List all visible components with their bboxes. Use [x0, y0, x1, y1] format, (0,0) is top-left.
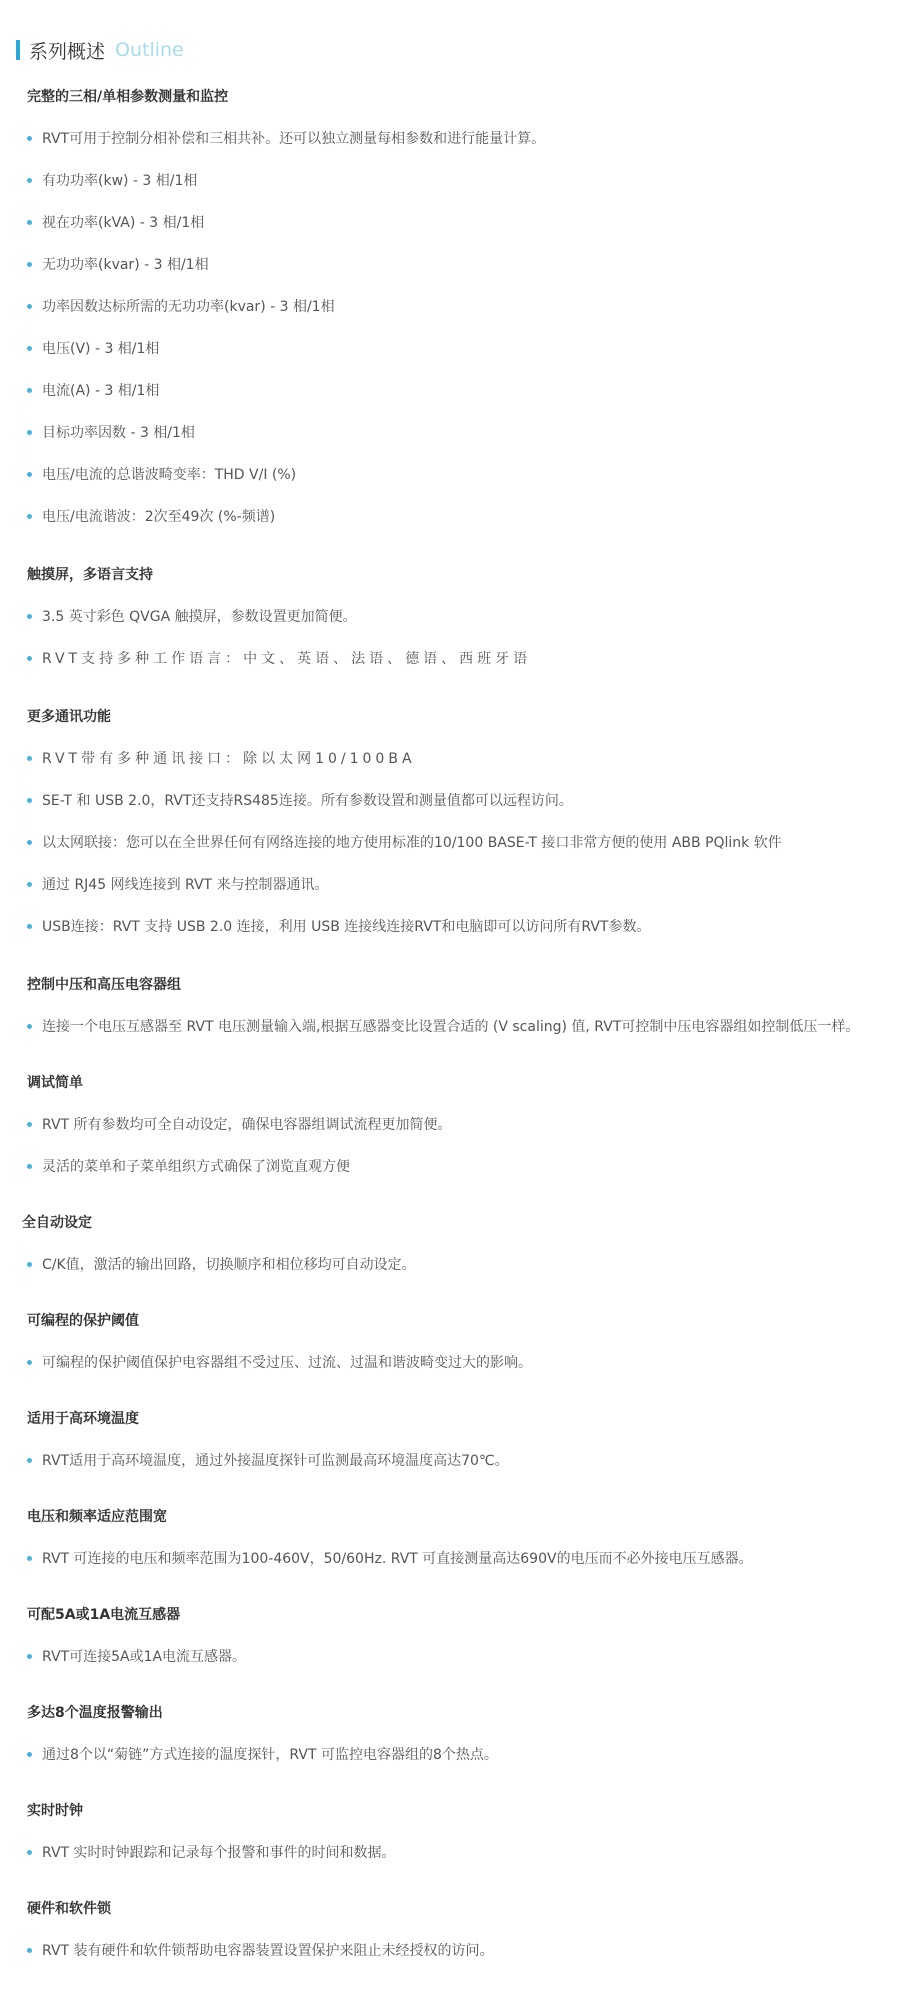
- list-item: [27, 790, 887, 810]
- list-item: [27, 916, 887, 936]
- list-item: [27, 506, 887, 526]
- list-item: [27, 1254, 887, 1274]
- page-subtitle: Outline: [115, 39, 184, 61]
- section-title: 更多通讯功能: [27, 709, 111, 725]
- list-item-text: 灵活的菜单和子菜单组织方式确保了浏览直观方便: [42, 1159, 350, 1175]
- section-title: 调试简单: [27, 1075, 83, 1091]
- bullet-icon: [27, 262, 32, 267]
- list-item: [27, 1744, 887, 1764]
- section-title: 完整的三相/单相参数测量和监控: [27, 89, 229, 105]
- bullet-icon: [27, 1556, 32, 1561]
- bullet-icon: [27, 656, 32, 661]
- list-item-text: USB连接：RVT 支持 USB 2.0 连接，利用 USB 连接线连接RVT和电脑即可以访问所有RVT参数。: [42, 919, 651, 935]
- list-item: [27, 606, 887, 626]
- list-item-text: RVT可连接5A或1A电流互感器。: [42, 1649, 247, 1665]
- bullet-icon: [27, 1360, 32, 1365]
- bullet-icon: [27, 882, 32, 887]
- list-item: [27, 422, 887, 442]
- bullet-icon: [27, 388, 32, 393]
- list-item: [27, 648, 887, 668]
- list-item: [27, 832, 887, 852]
- list-item-text: RVT可用于控制分相补偿和三相共补。还可以独立测量每相参数和进行能量计算。: [42, 131, 546, 147]
- list-item: [27, 1450, 887, 1470]
- list-item: [27, 128, 887, 148]
- list-item: [27, 1016, 887, 1036]
- page-title: 系列概述: [29, 40, 106, 63]
- list-item: [27, 296, 887, 316]
- section-title: 多达8个温度报警输出: [27, 1705, 163, 1721]
- list-item: [27, 464, 887, 484]
- bullet-icon: [27, 756, 32, 761]
- bullet-icon: [27, 840, 32, 845]
- list-item: [27, 1352, 887, 1372]
- bullet-icon: [27, 472, 32, 477]
- bullet-icon: [27, 136, 32, 141]
- list-item-text: RVT适用于高环境温度，通过外接温度探针可监测最高环境温度高达70℃。: [42, 1453, 509, 1469]
- list-item-text: 有功功率(kw) - 3 相/1相: [42, 173, 198, 189]
- list-item: [27, 212, 887, 232]
- list-item: [27, 874, 887, 894]
- list-item: [27, 338, 887, 358]
- section-title: 电压和频率适应范围宽: [27, 1509, 167, 1525]
- list-item: [27, 1548, 887, 1568]
- bullet-icon: [27, 1654, 32, 1659]
- section-title: 触摸屏，多语言支持: [27, 567, 153, 583]
- list-item-text: 电压/电流的总谐波畸变率：THD V/I (%): [42, 467, 297, 483]
- list-item: [27, 1940, 887, 1960]
- list-item-text: 电压/电流谐波：2次至49次 (%-频谱): [42, 509, 276, 525]
- list-item-text: RVT 可连接的电压和频率范围为100-460V，50/60Hz. RVT 可直接测量高达690V的电压而不必外接电压互感器。: [42, 1551, 753, 1567]
- bullet-icon: [27, 798, 32, 803]
- list-item-text: 目标功率因数 - 3 相/1相: [42, 425, 195, 441]
- list-item: [27, 1646, 887, 1666]
- bullet-icon: [27, 346, 32, 351]
- section-title: 可编程的保护阈值: [27, 1313, 139, 1329]
- list-item: [27, 170, 887, 190]
- list-item-text: 连接一个电压互感器至 RVT 电压测量输入端,根据互感器变比设置合适的 (V scaling) 值, RVT可控制中压电容器组如控制低压一样。: [42, 1019, 860, 1035]
- list-item-text: RVT支持多种工作语言：中文、英语、法语、德语、西班牙语: [42, 651, 532, 667]
- list-item-text: 视在功率(kVA) - 3 相/1相: [42, 215, 205, 231]
- list-item-text: RVT带有多种通讯接口：除以太网10/100BA: [42, 751, 416, 767]
- bullet-icon: [27, 1850, 32, 1855]
- bullet-icon: [27, 1948, 32, 1953]
- list-item-text: 通过 RJ45 网线连接到 RVT 来与控制器通讯。: [42, 877, 329, 893]
- list-item-text: 可编程的保护阈值保护电容器组不受过压、过流、过温和谐波畸变过大的影响。: [42, 1355, 532, 1371]
- bullet-icon: [27, 1262, 32, 1267]
- list-item-text: RVT 所有参数均可全自动设定，确保电容器组调试流程更加简便。: [42, 1117, 452, 1133]
- section-title: 可配5A或1A电流互感器: [27, 1607, 181, 1623]
- bullet-icon: [27, 430, 32, 435]
- list-item-text: 以太网联接：您可以在全世界任何有网络连接的地方使用标准的10/100 BASE-T 接口非常方便的使用 ABB PQlink 软件: [42, 835, 782, 851]
- bullet-icon: [27, 1122, 32, 1127]
- list-item-text: 电压(V) - 3 相/1相: [42, 341, 160, 357]
- bullet-icon: [27, 924, 32, 929]
- list-item-text: RVT 实时时钟跟踪和记录每个报警和事件的时间和数据。: [42, 1845, 396, 1861]
- list-item-text: C/K值，激活的输出回路，切换顺序和相位移均可自动设定。: [42, 1257, 416, 1273]
- bullet-icon: [27, 304, 32, 309]
- bullet-icon: [27, 1164, 32, 1169]
- list-item-text: 电流(A) - 3 相/1相: [42, 383, 160, 399]
- section-title: 实时时钟: [27, 1803, 83, 1819]
- bullet-icon: [27, 514, 32, 519]
- list-item-text: SE-T 和 USB 2.0，RVT还支持RS485连接。所有参数设置和测量值都可以远程访问。: [42, 793, 573, 809]
- list-item-text: 3.5 英寸彩色 QVGA 触摸屏，参数设置更加简便。: [42, 609, 357, 625]
- bullet-icon: [27, 1458, 32, 1463]
- list-item: [27, 380, 887, 400]
- list-item-text: 通过8个以“菊链”方式连接的温度探针，RVT 可监控电容器组的8个热点。: [42, 1747, 498, 1763]
- section-header: [16, 38, 184, 62]
- list-item-text: 功率因数达标所需的无功功率(kvar) - 3 相/1相: [42, 299, 335, 315]
- list-item: [27, 1156, 887, 1176]
- list-item-text: 无功功率(kvar) - 3 相/1相: [42, 257, 209, 273]
- list-item: [27, 1114, 887, 1134]
- bullet-icon: [27, 1752, 32, 1757]
- section-title: 全自动设定: [22, 1215, 92, 1231]
- list-item: [27, 1842, 887, 1862]
- bullet-icon: [27, 1024, 32, 1029]
- section-title: 硬件和软件锁: [27, 1901, 111, 1917]
- accent-bar: [16, 40, 20, 60]
- list-item: [27, 254, 887, 274]
- section-title: 适用于高环境温度: [27, 1411, 139, 1427]
- section-title: 控制中压和高压电容器组: [27, 977, 181, 993]
- bullet-icon: [27, 220, 32, 225]
- bullet-icon: [27, 178, 32, 183]
- bullet-icon: [27, 614, 32, 619]
- list-item-text: RVT 装有硬件和软件锁帮助电容器装置设置保护来阻止未经授权的访问。: [42, 1943, 494, 1959]
- list-item: [27, 748, 887, 768]
